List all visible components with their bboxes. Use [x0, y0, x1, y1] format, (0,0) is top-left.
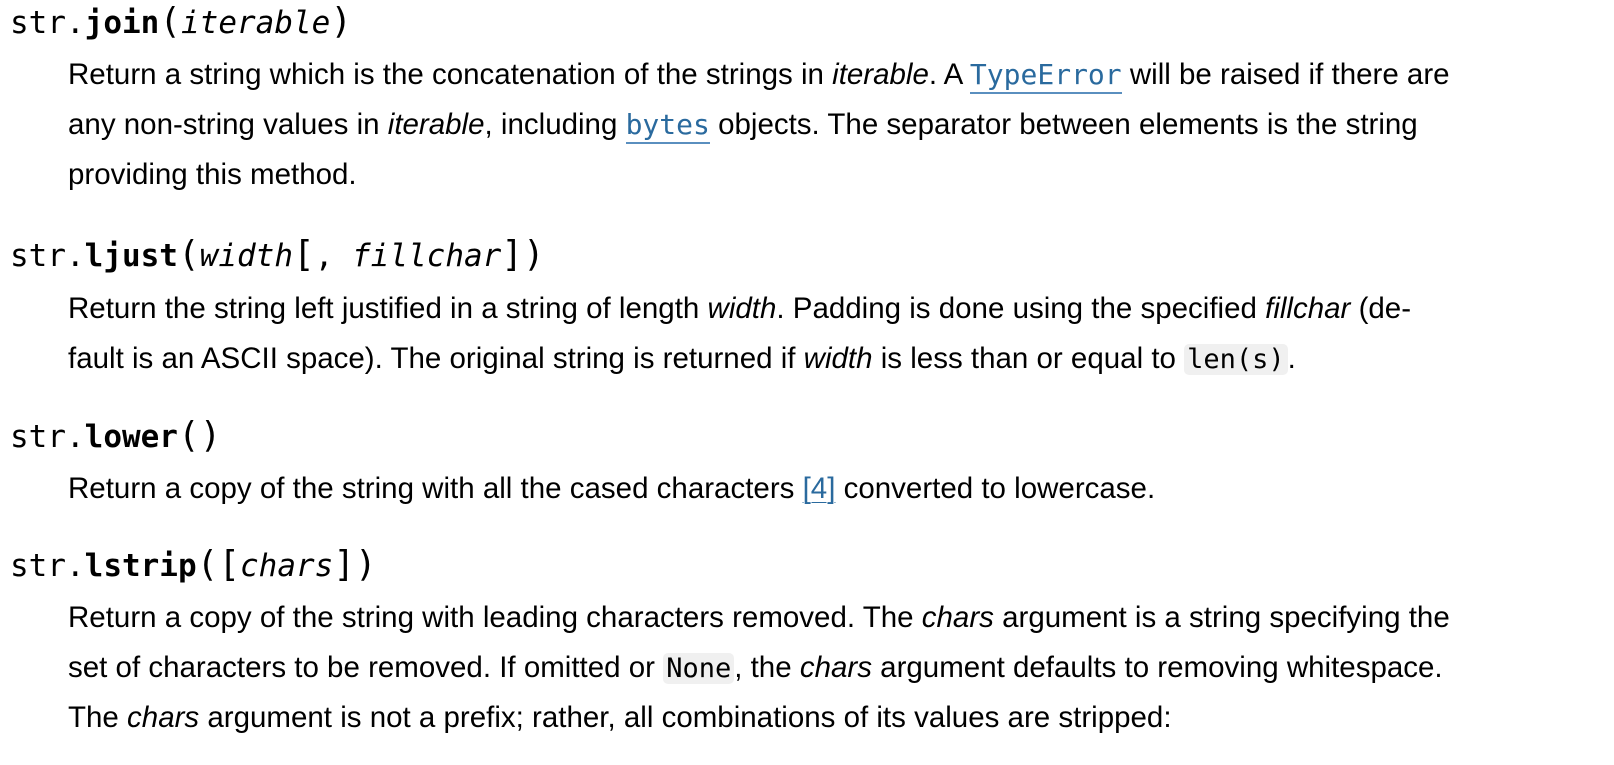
comma: , [314, 238, 353, 274]
param-ref: iterable [832, 58, 929, 91]
signature-str-lstrip [10, 545, 377, 586]
inline-code: len(s) [1184, 344, 1288, 375]
desc-line: providing this method. [68, 158, 357, 191]
signature-prefix: str. [10, 238, 85, 274]
desc-line: any non-string values in iterable, including bytes objects. The separator between elements is the string [68, 100, 1608, 150]
param-fillchar: fillchar [352, 238, 502, 274]
typeerror-link[interactable]: TypeError [970, 58, 1122, 94]
description-str-lower [68, 464, 1608, 514]
open-paren: ( [196, 544, 219, 585]
close-paren: ) [355, 544, 377, 585]
desc-line: Return a copy of the string with leading characters removed. The chars argument is a string specifying the [68, 601, 1450, 634]
bytes-link[interactable]: bytes [626, 108, 710, 144]
param-chars: chars [240, 548, 334, 584]
signature-prefix: str. [10, 419, 85, 455]
inline-code: None [663, 653, 734, 684]
desc-line: Return the string left justified in a string of length width. Padding is done using the specified fillchar (de- [68, 292, 1412, 325]
signature-str-ljust [10, 235, 545, 276]
description-str-lstrip [68, 593, 1608, 743]
signature-prefix: str. [10, 5, 85, 41]
close-paren: ) [330, 1, 352, 42]
param-ref: width [803, 342, 873, 375]
description-str-join [68, 50, 1608, 200]
desc-line: Return a string which is the concatenation of the strings in iterable. A TypeError will be raised if there are [68, 50, 1608, 100]
signature-str-join [10, 2, 352, 43]
param-ref: chars [127, 701, 200, 734]
open-bracket: [ [293, 234, 315, 275]
param-width: width [199, 238, 293, 274]
desc-line: Return a copy of the string with all the cased characters [4] converted to lowercase. [68, 472, 1156, 505]
method-name: ljust [84, 238, 178, 274]
close-bracket: ] [501, 234, 524, 275]
desc-line: fault is an ASCII space). The original string is returned if width is less than or equal to len(s) . [68, 342, 1296, 375]
param-ref: chars [799, 651, 872, 684]
desc-line: The chars argument is not a prefix; rather, all combinations of its values are stripped: [68, 701, 1172, 734]
close-bracket: ] [333, 544, 356, 585]
signature-str-lower [10, 416, 221, 457]
param-ref: width [707, 292, 777, 325]
footnote-4-link[interactable]: [4] [802, 472, 836, 505]
method-name: join [84, 5, 160, 41]
param-ref: iterable [387, 108, 485, 141]
parens: () [177, 415, 222, 456]
open-paren: ( [159, 1, 181, 42]
param-iterable: iterable [181, 5, 331, 41]
method-name: lower [84, 419, 178, 455]
method-name: lstrip [84, 548, 197, 584]
param-ref: fillchar [1265, 292, 1351, 325]
desc-line: set of characters to be removed. If omitted or None , the chars argument defaults to removing whitespace. [68, 651, 1443, 684]
description-str-ljust [68, 284, 1608, 384]
close-paren: ) [523, 234, 545, 275]
param-ref: chars [921, 601, 994, 634]
signature-prefix: str. [10, 548, 85, 584]
open-bracket: [ [218, 544, 241, 585]
open-paren: ( [177, 234, 200, 275]
